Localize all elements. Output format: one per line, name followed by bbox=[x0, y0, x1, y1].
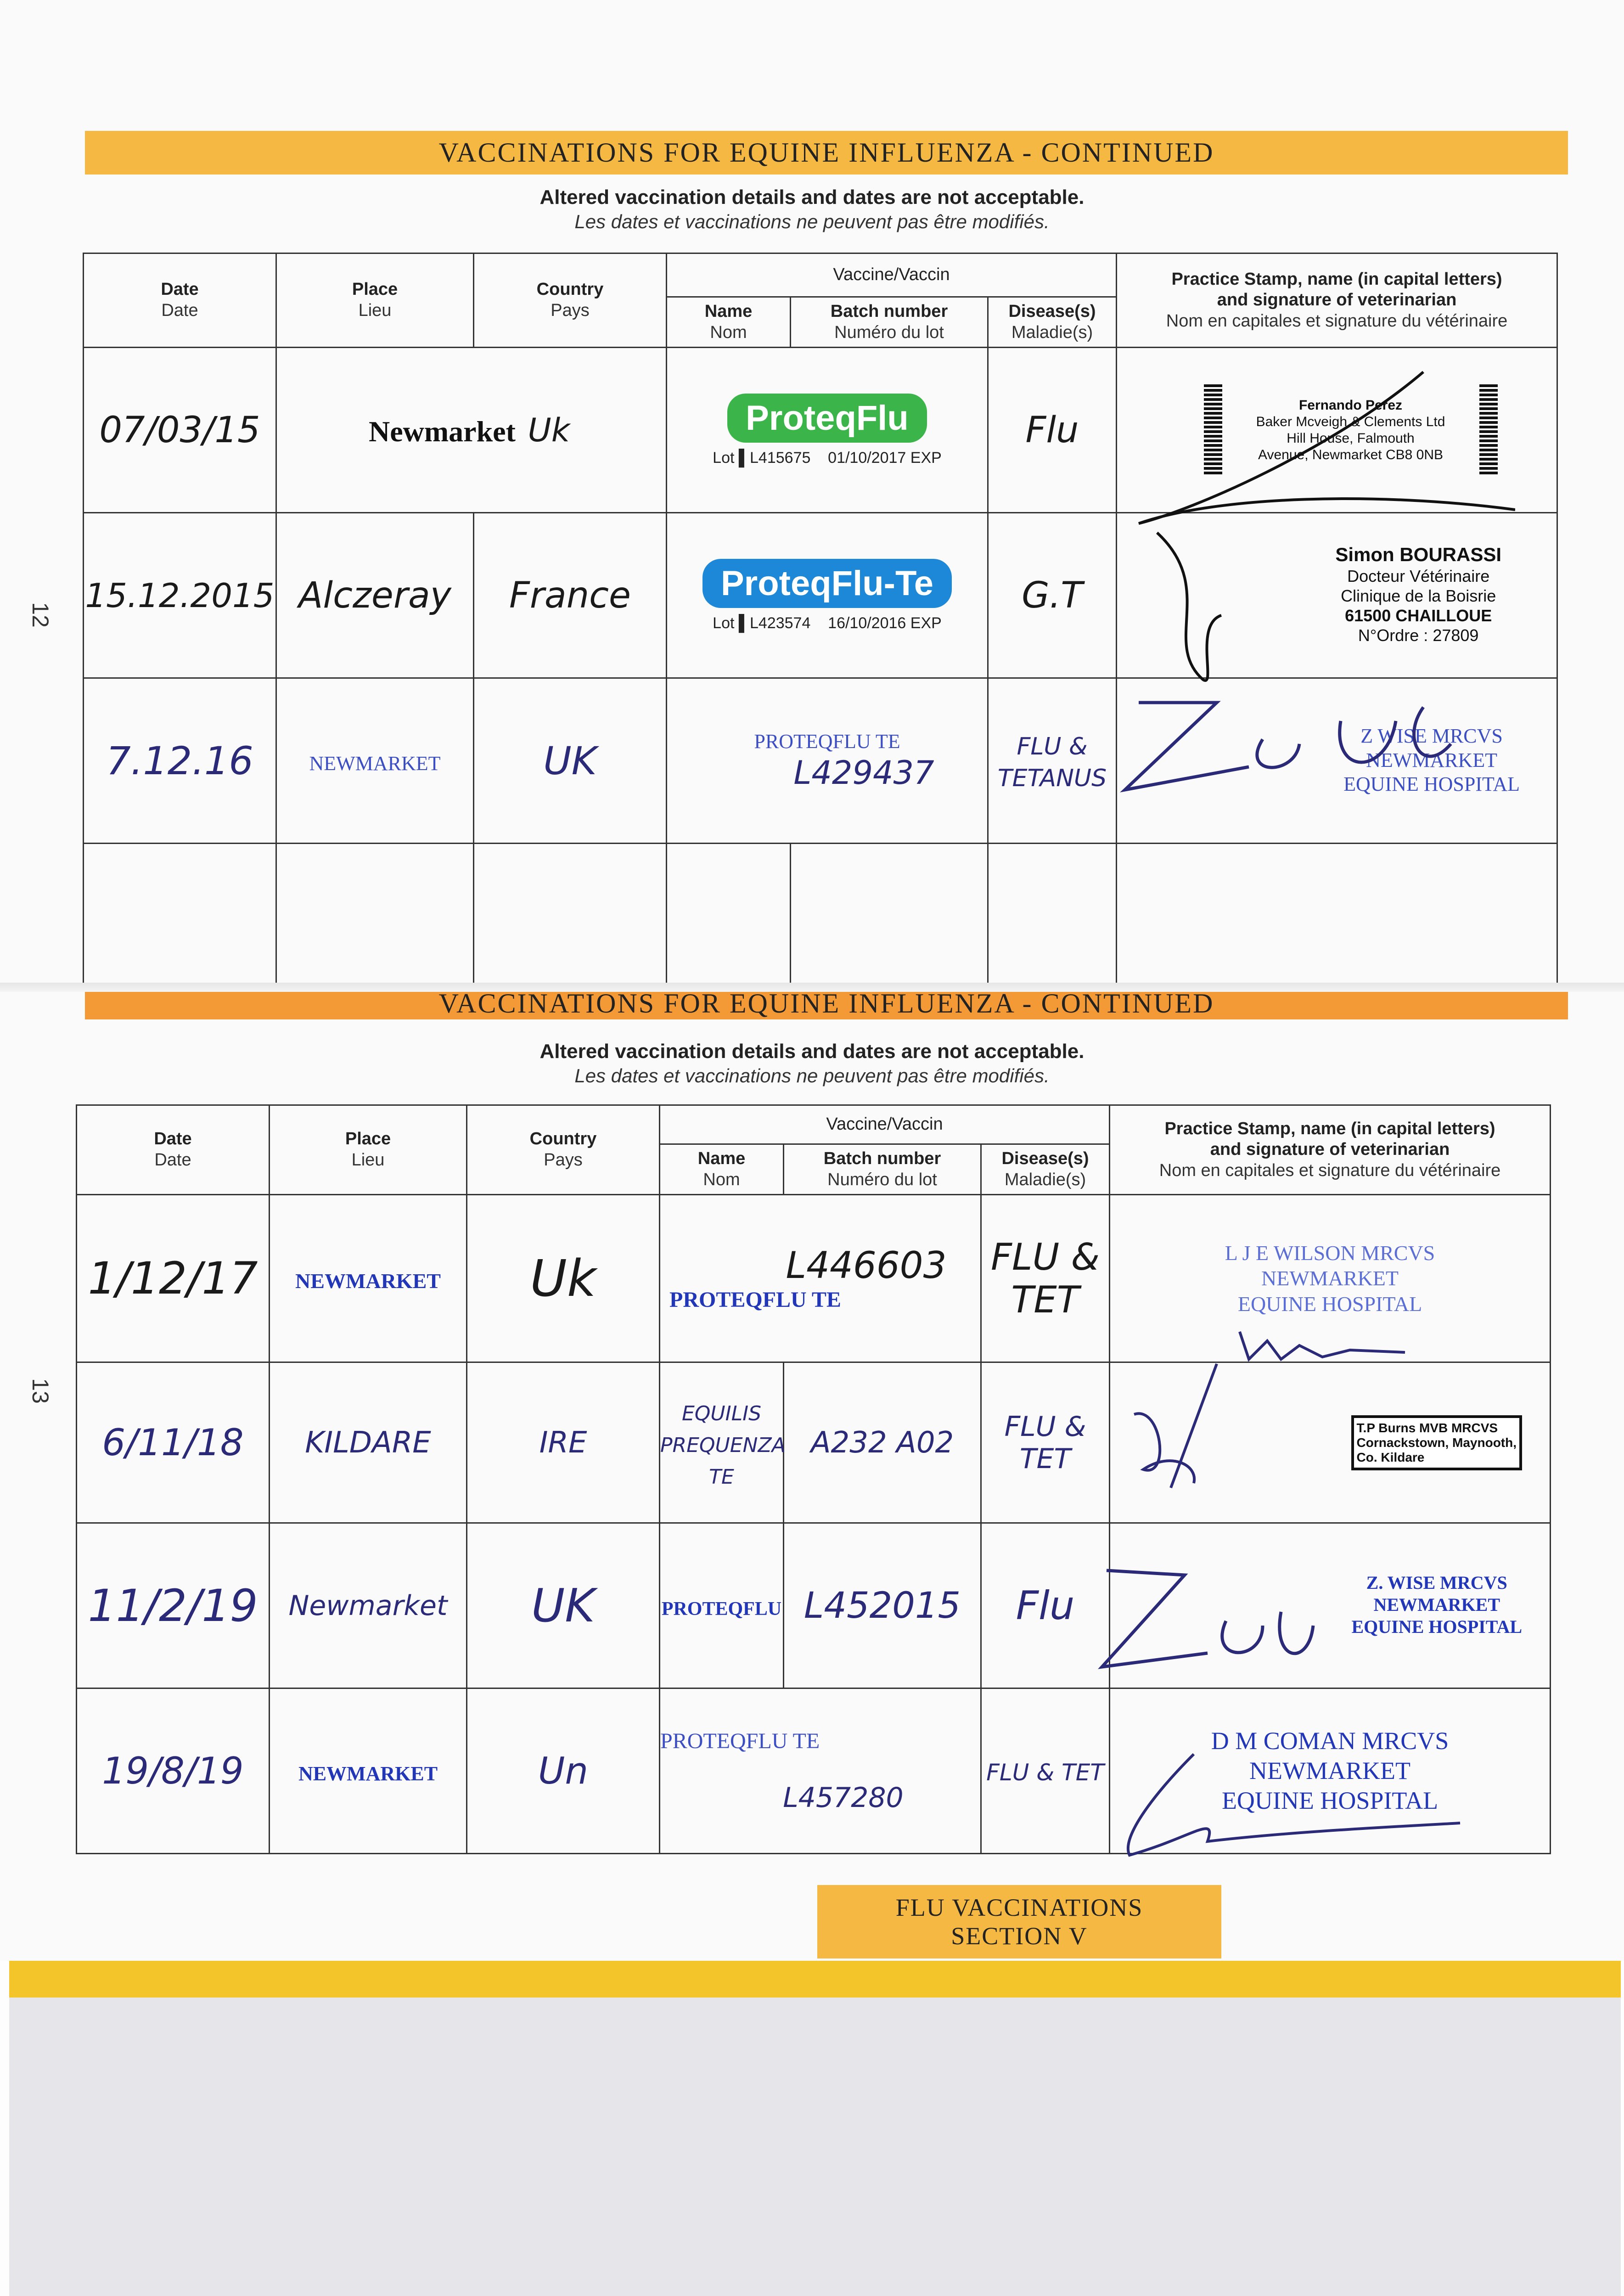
place-cell: NEWMARKET bbox=[270, 1195, 467, 1362]
veterinarian-signature bbox=[1102, 684, 1469, 822]
practice-stamp: L J E WILSON MRCVS NEWMARKET EQUINE HOSPITAL bbox=[1225, 1241, 1435, 1316]
place-cell: Newmarket bbox=[270, 1523, 467, 1688]
section-banner: VACCINATIONS FOR EQUINE INFLUENZA - CONTINUED bbox=[85, 992, 1568, 1019]
practice-stamp: T.P Burns MVB MRCVS Cornackstown, Maynooth, Co. Kildare bbox=[1351, 1415, 1522, 1470]
header-batch-number: Batch number Numéro du lot bbox=[791, 297, 988, 348]
header-vaccine: Vaccine/Vaccin bbox=[660, 1105, 1110, 1144]
page-number: 12 bbox=[27, 602, 53, 628]
vaccine-label-cell bbox=[667, 348, 988, 513]
batch-number-cell: L452015 bbox=[784, 1523, 981, 1688]
date-cell: 1/12/17 bbox=[77, 1195, 270, 1362]
country-cell: Un bbox=[467, 1688, 660, 1854]
practice-stamp: Z. WISE MRCVS NEWMARKET EQUINE HOSPITAL bbox=[1351, 1572, 1523, 1637]
veterinarian-signature bbox=[1231, 1313, 1414, 1368]
veterinarian-signature bbox=[1102, 358, 1515, 716]
vaccine-cell: L446603 PROTEQFLU TE bbox=[660, 1195, 981, 1362]
place-cell: Alczeray bbox=[276, 513, 474, 678]
country-cell: Uk bbox=[467, 1195, 660, 1362]
vaccine-cell: PROTEQFLU TE L429437 bbox=[667, 678, 988, 844]
warning-english: Altered vaccination details and dates are not acceptable. bbox=[539, 186, 1085, 208]
section-footer-label bbox=[817, 1885, 1221, 1958]
scanner-background bbox=[9, 1998, 1621, 2296]
practice-stamp: Z WISE MRCVS NEWMARKET EQUINE HOSPITAL bbox=[1343, 724, 1520, 796]
practice-stamp: Fernando Perez Baker Mcveigh & Clements Ltd Hill House, Falmouth Avenue, Newmarket CB8 0NB bbox=[1256, 397, 1445, 462]
vaccine-label-cell bbox=[667, 513, 988, 678]
place-cell: KILDARE bbox=[270, 1362, 467, 1523]
warning-english: Altered vaccination details and dates are not acceptable. bbox=[539, 1040, 1085, 1063]
country-cell: IRE bbox=[467, 1362, 660, 1523]
warning-notice bbox=[0, 1040, 1624, 1087]
header-date: Date Date bbox=[84, 253, 276, 348]
header-country: Country Pays bbox=[474, 253, 667, 348]
header-practice-stamp: Practice Stamp, name (in capital letters) and signature of veterinarian Nom en capitales et signature du vétérinaire bbox=[1110, 1105, 1551, 1195]
header-diseases: Disease(s) Maladie(s) bbox=[988, 297, 1117, 348]
veterinarian-signature bbox=[1088, 1557, 1318, 1685]
date-cell: 7.12.16 bbox=[84, 678, 276, 844]
proteqflu-te-label: ProteqFlu-Te bbox=[702, 559, 952, 608]
date-cell: 11/2/19 bbox=[77, 1523, 270, 1688]
footer-line-2: SECTION V bbox=[951, 1922, 1088, 1950]
veterinarian-signature bbox=[1116, 1359, 1253, 1497]
place-cell: NEWMARKET bbox=[276, 678, 474, 844]
header-country: Country Pays bbox=[467, 1105, 660, 1195]
disease-cell: G.T bbox=[988, 513, 1117, 678]
date-cell: 07/03/15 bbox=[84, 348, 276, 513]
warning-french: Les dates et vaccinations ne peuvent pas être modifiés. bbox=[574, 1065, 1050, 1086]
header-vaccine-name: Name Nom bbox=[660, 1144, 784, 1195]
header-vaccine-name: Name Nom bbox=[667, 297, 791, 348]
label-lot-line: Lot ▌L423574 16/10/2016 EXP bbox=[713, 614, 942, 632]
practice-stamp: D M COMAN MRCVS NEWMARKET EQUINE HOSPITAL bbox=[1211, 1727, 1449, 1814]
warning-french: Les dates et vaccinations ne peuvent pas être modifiés. bbox=[574, 211, 1050, 232]
footer-line-1: FLU VACCINATIONS bbox=[895, 1894, 1143, 1921]
disease-cell: FLU & TET bbox=[981, 1195, 1110, 1362]
header-batch-number: Batch number Numéro du lot bbox=[784, 1144, 981, 1195]
passport-edge-bar bbox=[9, 1961, 1621, 1998]
place-cell: Newmarket Uk bbox=[276, 348, 667, 513]
header-place: Place Lieu bbox=[270, 1105, 467, 1195]
date-cell: 6/11/18 bbox=[77, 1362, 270, 1523]
place-cell: NEWMARKET bbox=[270, 1688, 467, 1854]
disease-cell: Flu bbox=[988, 348, 1117, 513]
vaccination-table bbox=[76, 1104, 1551, 1854]
vaccine-name-cell: EQUILIS PREQUENZA TE bbox=[660, 1362, 784, 1523]
header-diseases: Disease(s) Maladie(s) bbox=[981, 1144, 1110, 1195]
label-lot-line: Lot ▌L415675 01/10/2017 EXP bbox=[713, 449, 942, 467]
veterinarian-signature bbox=[1102, 1745, 1469, 1864]
disease-cell: FLU & TET bbox=[981, 1688, 1110, 1854]
proteqflu-label: ProteqFlu bbox=[727, 394, 927, 443]
table-row bbox=[77, 1523, 1551, 1688]
disease-cell: FLU & TETANUS bbox=[988, 678, 1117, 844]
header-date: Date Date bbox=[77, 1105, 270, 1195]
header-vaccine: Vaccine/Vaccin bbox=[667, 253, 1117, 297]
warning-notice bbox=[0, 186, 1624, 233]
practice-stamp: Simon BOURASSI Docteur Vétérinaire Clinique de la Boisrie 61500 CHAILLOUE N°Ordre : 27809 bbox=[1335, 543, 1502, 645]
page-12 bbox=[0, 0, 1624, 987]
vaccine-cell: PROTEQFLU TE L457280 bbox=[660, 1688, 981, 1854]
date-cell: 19/8/19 bbox=[77, 1688, 270, 1854]
section-banner: VACCINATIONS FOR EQUINE INFLUENZA - CONTINUED bbox=[85, 131, 1568, 174]
country-cell: UK bbox=[467, 1523, 660, 1688]
date-cell: 15.12.2015 bbox=[84, 513, 276, 678]
header-practice-stamp: Practice Stamp, name (in capital letters) and signature of veterinarian Nom en capitales et signature du vétérinaire bbox=[1117, 253, 1557, 348]
vaccine-name-cell: PROTEQFLU bbox=[660, 1523, 784, 1688]
page-number: 13 bbox=[27, 1378, 53, 1404]
disease-cell: FLU & TET bbox=[981, 1362, 1110, 1523]
batch-number-cell: A232 A02 bbox=[784, 1362, 981, 1523]
table-row bbox=[77, 1362, 1551, 1523]
page-13 bbox=[0, 992, 1624, 1961]
disease-cell: Flu bbox=[981, 1523, 1110, 1688]
country-cell: UK bbox=[474, 678, 667, 844]
header-place: Place Lieu bbox=[276, 253, 474, 348]
country-cell: France bbox=[474, 513, 667, 678]
